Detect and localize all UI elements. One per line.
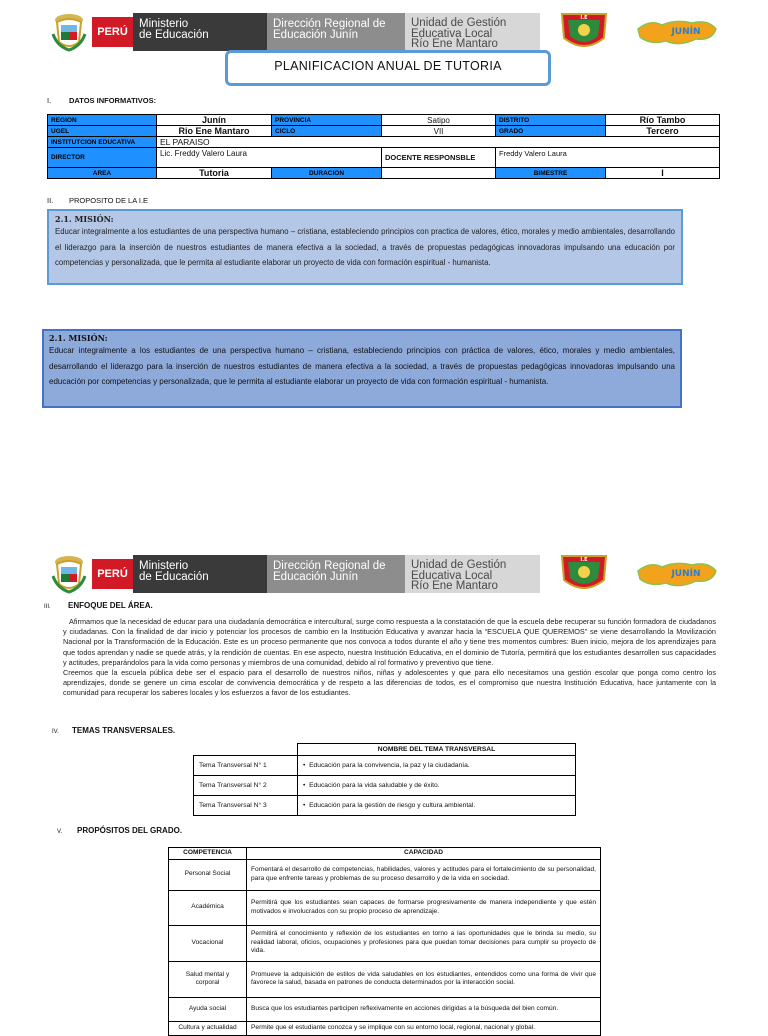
map-text: JUNÍN: [671, 27, 701, 37]
tema-name: • Educación para la convivencia, la paz y la ciudadanía.: [298, 756, 576, 776]
peru-label: PERÚ: [92, 559, 133, 589]
director-label: DIRECTOR: [48, 148, 157, 168]
provincia-value: Satipo: [382, 115, 496, 126]
enfoque-text: [63, 617, 716, 699]
section-title: PROPOSITO DE LA I.E: [69, 196, 149, 205]
mision-title: 2.1. MISIÓN:: [55, 214, 114, 224]
area-value: Tutoria: [157, 168, 272, 179]
tema-name: • Educación para la vida saludable y de éxito.: [298, 776, 576, 796]
section-title: PROPÓSITOS DEL GRADO.: [77, 826, 183, 835]
ugel-line2: Educativa Local: [411, 569, 493, 582]
propositos-table: [168, 847, 601, 1036]
ugel-label: UGEL: [48, 126, 157, 137]
ugel-line3: Río Ene Mantaro: [411, 38, 498, 50]
competencia-cell: Cultura y actualidad: [169, 1021, 247, 1035]
table-header-row: [169, 848, 601, 860]
capacidad-cell: Permitirá el conocimiento y reflexión de los estudiantes en torno a las oportunidades que le brinda su medio, su realidad laboral, oficios, ocupaciones y profesiones para que puedan tomar decisiones para cumplir su proyecto de vida.: [247, 925, 601, 961]
table-header-row: [194, 744, 576, 756]
tema-label: Tema Transversal N° 1: [194, 756, 298, 776]
duracion-label: DURACION: [272, 168, 382, 179]
header-banner-1: [49, 12, 724, 52]
empty-cell: [194, 744, 298, 756]
competencia-cell: Ayuda social: [169, 997, 247, 1021]
section-temas-heading: [52, 726, 175, 735]
map-text: JUNÍN: [671, 569, 701, 579]
section-title: ENFOQUE DEL ÁREA.: [68, 601, 153, 610]
table-row: [169, 890, 601, 925]
enfoque-paragraph-1: Afirmamos que la necesidad de educar para una ciudadanía democrática e intercultural, surge como respuesta a la constatación de que la escuela debe recuperar su función formadora de ciudadanos y ciudadanas. Con la finalidad de dar inicio y potenciar los procesos de cambio en la Institución Educativa y avanzar hacia la “ESCUELA QUE QUEREMOS” se viene desarrollando la Movilización Nacional por la Transformación de la Educación. Este es un proceso permanente que nos convoca a todos durante el año y tiene tres momentos cumbres: Buen inicio, mejora de los aprendizajes para que todos aprendan y nadie se quede atrás, y la rendición de cuentas. En ese aspecto, nuestra Institución Educativa, en el dominio de Tutoría, permitirá que los estudiantes desarrollen sus capacidades y actitudes, preparándolos para la vida como personas y miembros de una comunidad, debido al rol formativo y preventivo que tiene.: [63, 617, 716, 667]
provincia-label: PROVINCIA: [272, 115, 382, 126]
table-row: [48, 137, 720, 148]
mision-box-2: [42, 329, 682, 408]
ciclo-label: CICLO: [272, 126, 382, 137]
competencia-cell: Personal Social: [169, 859, 247, 890]
section-number: I.: [47, 96, 52, 105]
ugel-line1: Unidad de Gestión: [411, 559, 507, 571]
minedu-line1: Ministerio: [139, 18, 189, 30]
ugel-line3: Río Ene Mantaro: [411, 580, 498, 592]
table-row: [48, 148, 720, 168]
capacidad-cell: Fomentará el desarrollo de competencias, habilidades, valores y actitudes para el fortalecimiento de su personalidad, para que enfrente tareas y problemas de su proceso desarrollo y de la vida en sociedad.: [247, 859, 601, 890]
duracion-value: [382, 168, 496, 179]
tema-name-text: Educación para la vida saludable y de éxito.: [309, 782, 440, 789]
docente-label: DOCENTE RESPONSBLE: [382, 148, 496, 168]
ugel-block: [405, 555, 540, 593]
mision-title: 2.1. MISIÓN:: [49, 333, 108, 343]
section-enfoque-heading: [44, 601, 153, 610]
capacidad-cell: Permitirá que los estudiantes sean capaces de formarse progresivamente de manera independiente y que estén motivados e involucrados con su propio proceso de aprendizaje.: [247, 890, 601, 925]
director-value: Lic. Freddy Valero Laura: [157, 148, 382, 168]
competencia-cell: Salud mental y corporal: [169, 961, 247, 997]
grado-value: Tercero: [606, 126, 720, 137]
competencia-header: COMPETENCIA: [169, 848, 247, 860]
table-row: [194, 776, 576, 796]
section-number: III.: [44, 604, 51, 610]
junin-map-icon: [636, 17, 718, 47]
table-row: [169, 925, 601, 961]
page-title: PLANIFICACION ANUAL DE TUTORIA: [225, 50, 551, 86]
table-row: [194, 796, 576, 816]
capacidad-header: CAPACIDAD: [247, 848, 601, 860]
region-value: Junín: [157, 115, 272, 126]
tema-label: Tema Transversal N° 2: [194, 776, 298, 796]
capacidad-cell: Permite que el estudiante conozca y se implique con su entorno local, regional, nacional y global.: [247, 1021, 601, 1035]
bimestre-label: BIMESTRE: [496, 168, 606, 179]
region-label: REGION: [48, 115, 157, 126]
shield-text: I.E: [580, 15, 588, 21]
table-row: [169, 997, 601, 1021]
ie-label: INSTITUTCION EDUCATIVA: [48, 137, 157, 148]
mision-text: Educar integralmente a los estudiantes de una perspectiva humano – cristiana, estableciendo principios con práctica de valores, ético, morales y medio ambientales, desarrollando el liderazgo para la inserción de nuestros estudiantes de manera efectiva a la sociedad, a través de propuestas pedagógicas innovadoras impulsando una educación por competencias y personalizada, que le permita al estudiante elaborar un proyecto de vida con formación espiritual - humanista.: [49, 346, 675, 386]
tema-name-text: Educación para la gestión de riesgo y cultura ambiental.: [309, 802, 476, 809]
mision-text: Educar integralmente a los estudiantes de una perspectiva humano – cristiana, estableciendo principios con practica de valores, ético, morales y medio ambientales, desarrollando el liderazgo para la inserción de nuestros estudiantes de manera efectiva a la sociedad, a través de propuestas pedagógicas innovadoras impulsando una educación por competencias y personalizada, que le permita al estudiante elaborar un proyecto de vida con formación espiritual - humanista.: [55, 227, 675, 268]
dre-line1: Dirección Regional de: [273, 18, 386, 30]
section-title: DATOS INFORMATIVOS:: [69, 96, 157, 105]
ugel-line1: Unidad de Gestión: [411, 17, 507, 29]
table-row: [169, 961, 601, 997]
minedu-line2: de Educación: [139, 571, 209, 583]
temas-header: NOMBRE DEL TEMA TRANSVERSAL: [298, 744, 576, 756]
tema-label: Tema Transversal N° 3: [194, 796, 298, 816]
minedu-line2: de Educación: [139, 29, 209, 41]
ugel-line2: Educativa Local: [411, 27, 493, 40]
section-propositos-heading: [57, 826, 182, 835]
header-banner-2: [49, 554, 724, 594]
ugel-value: Rio Ene Mantaro: [157, 126, 272, 137]
section-title: TEMAS TRANSVERSALES.: [72, 726, 176, 735]
competencia-cell: Académica: [169, 890, 247, 925]
grado-label: GRADO: [496, 126, 606, 137]
bimestre-value: I: [606, 168, 720, 179]
capacidad-cell: Promueve la adquisición de estilos de vida saludables en los estudiantes, entendidos como una forma de vivir que favorece la salud, basada en patrones de conducta determinados por la interacción social.: [247, 961, 601, 997]
tema-name-text: Educación para la convivencia, la paz y la ciudadanía.: [309, 762, 470, 769]
tema-name: • Educación para la gestión de riesgo y cultura ambiental.: [298, 796, 576, 816]
table-row: [48, 115, 720, 126]
junin-map-icon: [636, 559, 718, 589]
docente-value: Freddy Valero Laura: [496, 148, 720, 168]
peru-label: PERÚ: [92, 17, 133, 47]
school-shield-icon: [558, 552, 610, 596]
minedu-block: [133, 13, 267, 51]
table-row: [48, 168, 720, 179]
table-row: [48, 126, 720, 137]
dre-block: [267, 555, 405, 593]
temas-table: [193, 743, 576, 816]
peru-crest-icon: [49, 12, 89, 52]
section-number: V.: [57, 829, 63, 835]
ciclo-value: VII: [382, 126, 496, 137]
shield-text: I.E: [580, 557, 588, 563]
section-number: IV.: [52, 729, 59, 735]
ie-value: EL PARAISO: [157, 137, 720, 148]
peru-crest-icon: [49, 554, 89, 594]
section-datos-heading: [47, 96, 156, 105]
capacidad-cell: Busca que los estudiantes participen reflexivamente en acciones dirigidas a la búsqueda del bien común.: [247, 997, 601, 1021]
minedu-block: [133, 555, 267, 593]
dre-line1: Dirección Regional de: [273, 560, 386, 572]
table-row: [169, 859, 601, 890]
dre-line2: Educación Junín: [273, 29, 359, 41]
mision-box-1: [47, 209, 683, 285]
dre-block: [267, 13, 405, 51]
section-number: II.: [47, 196, 54, 205]
table-row: [169, 1021, 601, 1035]
enfoque-paragraph-2: Creemos que la escuela pública debe ser el espacio para el desarrollo de nuestros niños, niñas y adolescentes y que para ello necesitamos una gestión escolar que ponga como centro los aprendizajes, donde se genere un cima escolar de convivencia democrática y de respeto a las diferencias de todos, es el compromiso que nuestra Institución Educativa, hace juntamente con la comunidad para recuperar los saberes locales y los esfuerzos a favor de los estudiantes.: [63, 668, 716, 698]
competencia-cell: Vocacional: [169, 925, 247, 961]
dre-line2: Educación Junín: [273, 571, 359, 583]
area-label: AREA: [48, 168, 157, 179]
distrito-label: DISTRITO: [496, 115, 606, 126]
distrito-value: Río Tambo: [606, 115, 720, 126]
ugel-block: [405, 13, 540, 51]
minedu-line1: Ministerio: [139, 560, 189, 572]
school-shield-icon: [558, 10, 610, 54]
section-proposito-heading: [47, 196, 148, 205]
table-row: [194, 756, 576, 776]
datos-table: [47, 114, 720, 179]
